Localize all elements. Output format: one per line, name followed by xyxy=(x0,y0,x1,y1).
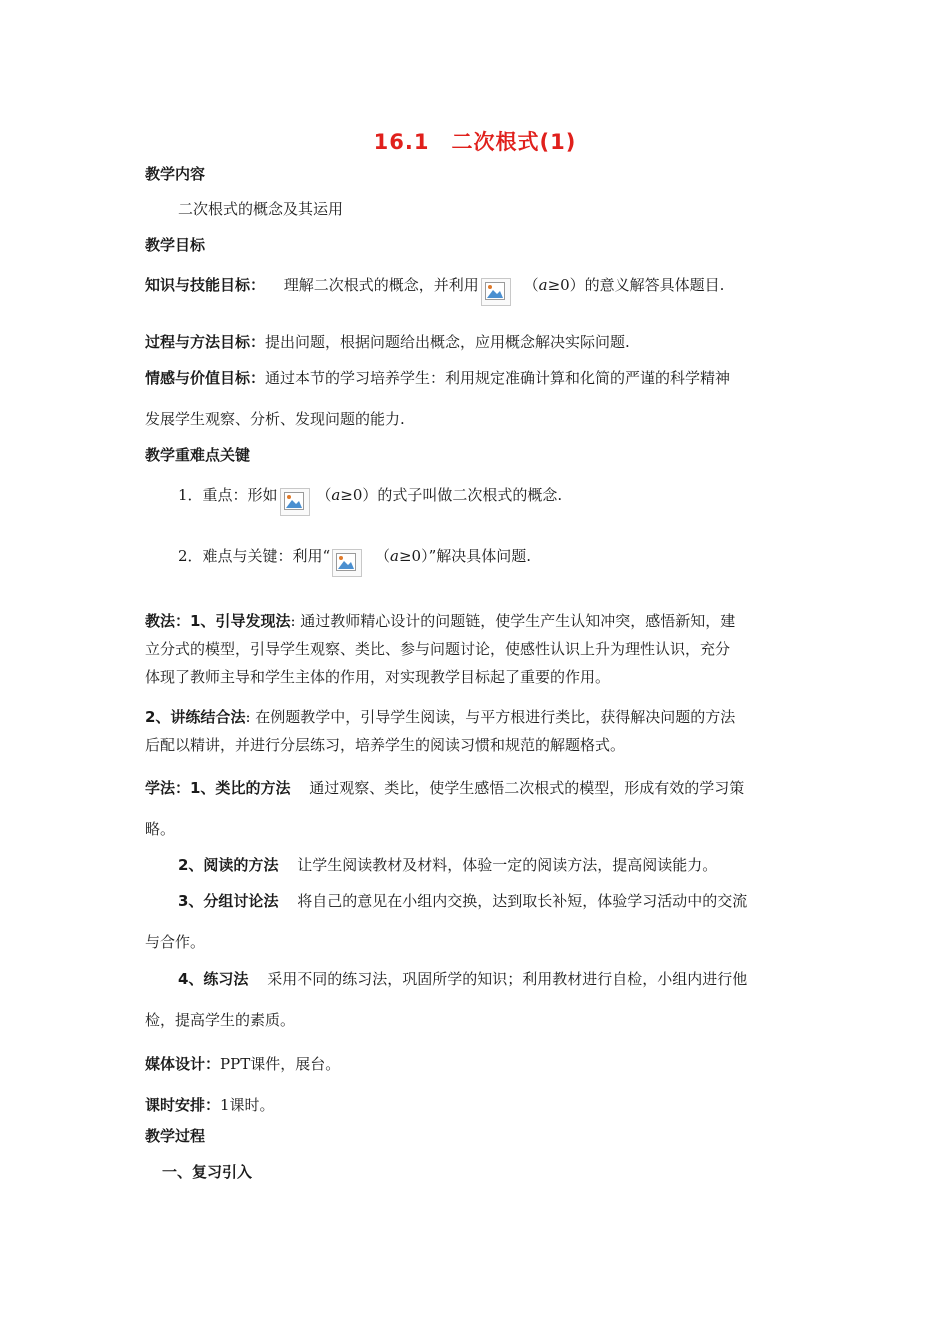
goal-process xyxy=(145,332,630,352)
teach-method-label: 教法：1、引导发现法 xyxy=(145,612,291,630)
learn-method-3-line1: 将自己的意见在小组内交换，达到取长补短，体验学习活动中的交流 xyxy=(297,892,748,910)
learn-method-label: 学法：1、类比的方法 xyxy=(145,779,291,797)
content-text: 二次根式的概念及其运用 xyxy=(178,200,344,218)
learn-method-3 xyxy=(178,891,747,911)
media-text: PPT课件，展台。 xyxy=(220,1055,341,1073)
goal-knowledge-pre: 理解二次根式的概念，并利用 xyxy=(283,276,479,294)
learn-method-3-label: 3、分组讨论法 xyxy=(178,892,279,910)
media-label: 媒体设计： xyxy=(145,1055,221,1073)
learn-method-4-label: 4、练习法 xyxy=(178,970,249,988)
learn-method-3-line2: 与合作。 xyxy=(145,933,206,951)
learn-method-4 xyxy=(178,969,747,989)
heading-process: 教学过程 xyxy=(145,1127,206,1145)
media-design xyxy=(145,1054,340,1074)
heading-content: 教学内容 xyxy=(145,165,206,183)
goal-emotion-cont: 发展学生观察、分析、发现问题的能力. xyxy=(145,410,405,428)
formula-image-icon xyxy=(481,278,511,306)
learn-method-4-line2: 检，提高学生的素质。 xyxy=(145,1011,296,1029)
teach-method-line1: : 通过教师精心设计的问题链，使学生产生认知冲突，感悟新知，建 xyxy=(290,612,736,630)
key-item-1 xyxy=(178,482,562,510)
teach-method-2 xyxy=(145,707,735,727)
learn-method-1 xyxy=(145,778,744,798)
key-item-2 xyxy=(178,543,531,571)
goal-emotion-text1: 通过本节的学习培养学生：利用规定准确计算和化简的严谨的科学精神 xyxy=(265,369,731,387)
key-item-2-cond-open: （ xyxy=(375,547,391,565)
learn-method-4-line1: 采用不同的练习法，巩固所学的知识；利用教材进行自检，小组内进行他 xyxy=(267,970,748,988)
key-item-1-var: a xyxy=(331,486,341,504)
teach-method-line2: 立分式的模型，引导学生观察、类比、参与问题讨论，使感性认识上升为理性认识，充分 xyxy=(145,640,731,658)
learn-method-2 xyxy=(178,855,717,875)
class-schedule xyxy=(145,1095,275,1115)
heading-goals: 教学目标 xyxy=(145,236,206,254)
teach-method-1 xyxy=(145,611,735,631)
learn-method-line2: 略。 xyxy=(145,820,176,838)
formula-image-icon xyxy=(332,549,362,577)
goal-process-text: 提出问题，根据问题给出概念，应用概念解决实际问题. xyxy=(265,333,630,351)
teach-method-2-line1: : 在例题教学中，引导学生阅读，与平方根进行类比，获得解决问题的方法 xyxy=(245,708,736,726)
schedule-label: 课时安排： xyxy=(145,1096,221,1114)
schedule-text: 1课时。 xyxy=(220,1096,275,1114)
goal-knowledge xyxy=(145,272,724,300)
teach-method-2-line2: 后配以精讲，并进行分层练习，培养学生的阅读习惯和规范的解题格式。 xyxy=(145,736,626,754)
page-title xyxy=(0,126,950,156)
title-text: 二次根式(1) xyxy=(451,130,577,154)
goal-knowledge-cond-rest: ≥0）的意义解答具体题目. xyxy=(547,276,725,294)
goal-knowledge-var: a xyxy=(538,276,548,294)
goal-knowledge-cond-open: （ xyxy=(523,276,539,294)
key-item-1-cond-rest: ≥0）的式子叫做二次根式的概念. xyxy=(340,486,563,504)
key-item-2-pre: 2．难点与关键：利用“ xyxy=(178,547,331,565)
teach-method-line3: 体现了教师主导和学生主体的作用，对实现教学目标起了重要的作用。 xyxy=(145,668,611,686)
section-number: 16.1 xyxy=(373,130,430,154)
goal-emotion xyxy=(145,368,730,388)
goal-knowledge-label: 知识与技能目标： xyxy=(145,276,266,294)
goal-emotion-label: 情感与价值目标： xyxy=(145,369,266,387)
key-item-1-pre: 1．重点：形如 xyxy=(178,486,278,504)
learn-method-2-label: 2、阅读的方法 xyxy=(178,856,279,874)
learn-method-2-text: 让学生阅读教材及材料，体验一定的阅读方法，提高阅读能力。 xyxy=(297,856,718,874)
goal-process-label: 过程与方法目标： xyxy=(145,333,266,351)
heading-key: 教学重难点关键 xyxy=(145,446,251,464)
key-item-1-cond-open: （ xyxy=(316,486,332,504)
key-item-2-var: a xyxy=(390,547,399,565)
learn-method-line1: 通过观察、类比，使学生感悟二次根式的模型，形成有效的学习策 xyxy=(309,779,745,797)
step-review-intro: 一、复习引入 xyxy=(162,1163,253,1181)
teach-method-2-label: 2、讲练结合法 xyxy=(145,708,246,726)
formula-image-icon xyxy=(280,488,310,516)
key-item-2-cond-rest: ≥0）”解决具体问题. xyxy=(398,547,532,565)
